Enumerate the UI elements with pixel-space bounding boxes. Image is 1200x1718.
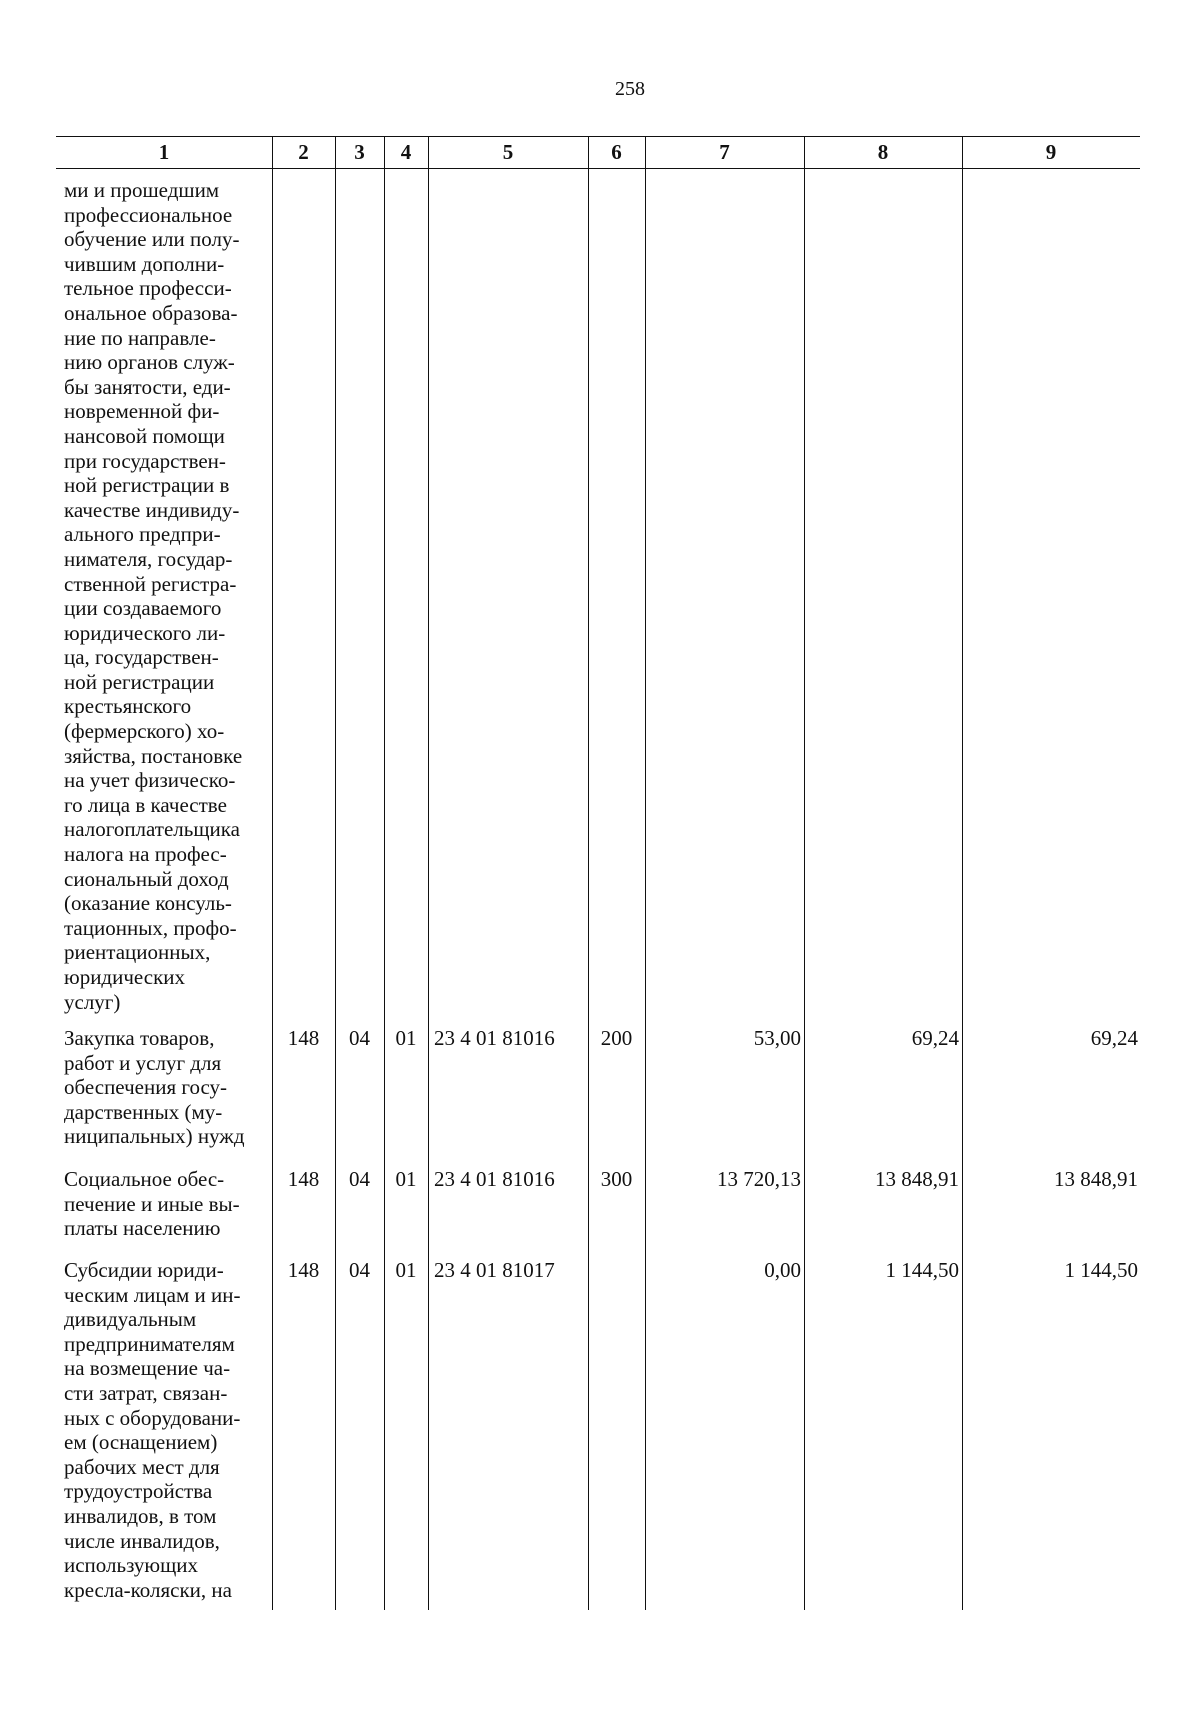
header-col-9: 9 (1045, 140, 1057, 164)
header-col-6: 6 (611, 140, 622, 164)
header-col-1: 1 (158, 140, 170, 164)
row-3-col-4: 01 (395, 1167, 417, 1191)
row-4-col-2: 148 (287, 1258, 320, 1282)
row-3-col-2: 148 (287, 1167, 320, 1191)
row-2-col-7: 53,00 (753, 1026, 801, 1050)
row-2-col-6: 200 (600, 1026, 633, 1050)
col-divider-1 (272, 136, 273, 1610)
row-4-col-7: 0,00 (764, 1258, 801, 1282)
header-col-8: 8 (877, 140, 889, 164)
col-divider-2 (335, 136, 336, 1610)
row-2-col-2: 148 (287, 1026, 320, 1050)
row-3-col-9: 13 848,91 (1054, 1167, 1138, 1191)
row-4-col-5: 23 4 01 81017 (434, 1258, 555, 1282)
row-2-col-5: 23 4 01 81016 (434, 1026, 555, 1050)
header-col-5: 5 (502, 140, 514, 164)
col-divider-7 (804, 136, 805, 1610)
header-col-7: 7 (719, 140, 730, 164)
col-divider-5 (588, 136, 589, 1610)
col-divider-4 (428, 136, 429, 1610)
header-col-4: 4 (400, 140, 412, 164)
col-divider-3 (384, 136, 385, 1610)
row-4-col-4: 01 (395, 1258, 417, 1282)
row-3-col-7: 13 720,13 (717, 1167, 801, 1191)
row-2-description: Закупка товаров, работ и услуг для обеспечения госу- дарственных (му- ниципальных) нужд (64, 1026, 245, 1149)
row-2-col-3: 04 (349, 1026, 370, 1050)
row-3-col-5: 23 4 01 81016 (434, 1167, 555, 1191)
row-1-description: ми и прошедшим профессиональное обучение или полу- чившим дополни- тельное професси- ональное образова- ние по направле- нию органов служ- бы занятости, еди- новременной фи- нансовой помощи при государствен- ной регистрации в качестве индивиду- ального предпри- нимателя, государ- ственной регистра- ции создаваемого юридического ли- ца, государствен- ной регистрации крестьянского (фермерского) хо- зяйства, постановке на учет физическо- го лица в качестве налогоплательщика налога на профес- сиональный доход (оказание консуль- тационных, профо- риентационных, юридических услуг) (64, 178, 243, 1014)
row-3-col-6: 300 (600, 1167, 633, 1191)
row-3-description: Социальное обес- печение и иные вы- платы населению (64, 1167, 240, 1241)
row-4-col-3: 04 (349, 1258, 370, 1282)
budget-table (56, 136, 1140, 1610)
header-col-2: 2 (298, 140, 309, 164)
row-2-col-8: 69,24 (911, 1026, 959, 1050)
col-divider-6 (645, 136, 646, 1610)
row-2-col-4: 01 (395, 1026, 417, 1050)
row-3-col-3: 04 (349, 1167, 370, 1191)
row-4-col-9: 1 144,50 (1064, 1258, 1138, 1282)
row-4-description: Субсидии юриди- ческим лицам и ин- дивидуальным предпринимателям на возмещение ча- сти затрат, связан- ных с оборудовани- ем (оснащением) рабочих мест для трудоустройства инвалидов, в том числе инвалидов, использующих кресла-коляски, на (64, 1258, 241, 1602)
col-divider-8 (962, 136, 963, 1610)
header-bottom-rule (56, 168, 1140, 169)
row-4-col-8: 1 144,50 (885, 1258, 959, 1282)
row-2-col-9: 69,24 (1090, 1026, 1138, 1050)
header-col-3: 3 (354, 140, 365, 164)
page-number: 258 (615, 78, 645, 100)
row-3-col-8: 13 848,91 (875, 1167, 959, 1191)
